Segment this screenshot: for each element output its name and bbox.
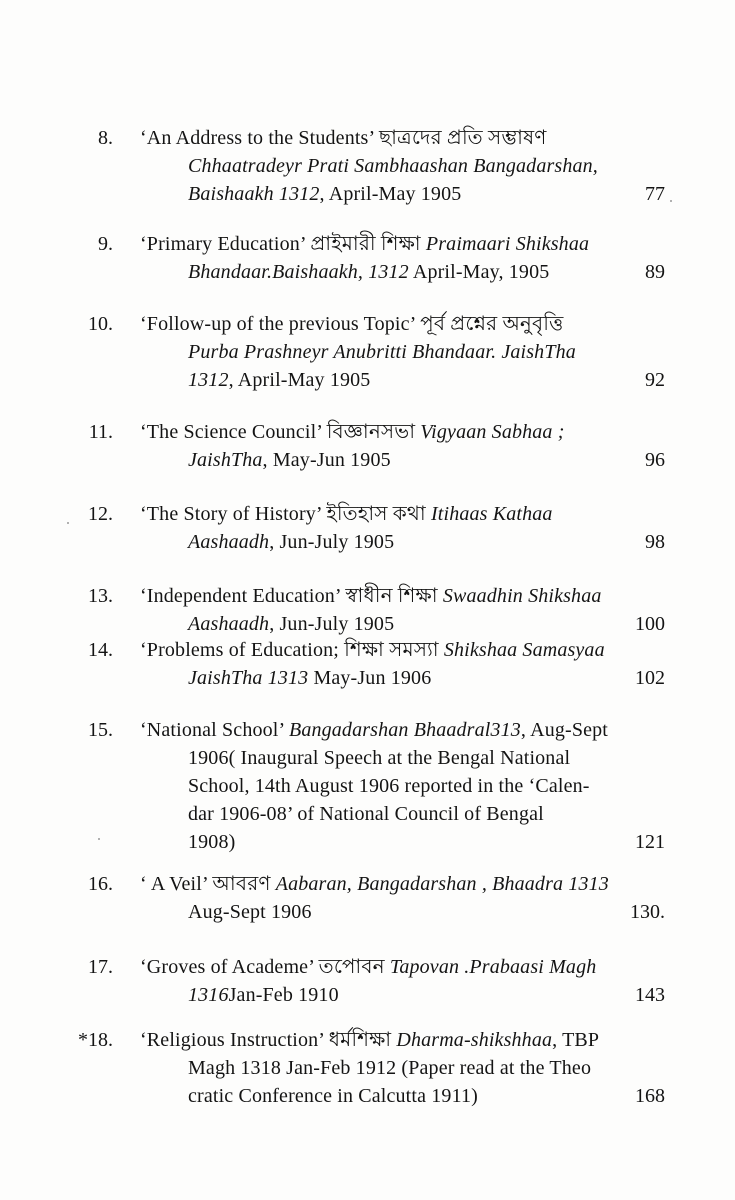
entry-line (140, 744, 620, 772)
text-segment: ‘The Story of History’ ইতিহাস কথা (140, 503, 431, 525)
italic-segment: Aashaadh (188, 531, 270, 553)
page-number: 130. (630, 901, 665, 923)
entry-line (140, 366, 620, 394)
entry-number: 17. (88, 956, 113, 978)
italic-segment: Bhandaar.Baishaakh, 1312 (188, 261, 409, 283)
text-segment: May-Jun 1906 (308, 667, 432, 689)
entry-line (140, 582, 620, 610)
entry-line (140, 1054, 620, 1082)
entry-text (140, 1026, 620, 1110)
entry-line (140, 898, 620, 926)
entry-line (140, 1026, 620, 1054)
italic-segment: Praimaari Shikshaa (425, 233, 590, 255)
text-segment: , Jun-July 1905 (269, 531, 395, 553)
entry-number: 12. (88, 503, 113, 525)
italic-segment: Aashaadh (188, 613, 270, 635)
text-segment: Aug-Sept 1906 (188, 901, 312, 923)
entry-text (140, 582, 620, 638)
entry-number: 13. (88, 585, 113, 607)
italic-segment: JaishTha (188, 449, 263, 471)
italic-segment: Aabaran, Bangadarshan , Bhaadra 1313 (275, 873, 609, 895)
page-number: 168 (635, 1085, 665, 1107)
entry-number: 9. (98, 233, 113, 255)
text-segment: ‘Groves of Academe’ তপোবন (140, 956, 390, 978)
entry-line (140, 338, 620, 366)
entry-text (140, 716, 620, 856)
italic-segment: Bangadarshan Bhaadral313 (288, 719, 521, 741)
page-number: 96 (645, 449, 665, 471)
italic-segment: Dharma-shikshhaa (396, 1029, 553, 1051)
text-segment: ‘ A Veil’ আবরণ (140, 873, 276, 895)
entry-number: 16. (88, 873, 113, 895)
entry-line (140, 953, 620, 981)
italic-segment: Tapovan .Prabaasi Magh (389, 956, 597, 978)
text-segment: ‘Follow-up of the previous Topic’ পূর্ব প্রশ্নের অনুবৃত্তি (140, 313, 564, 335)
print-speck (670, 200, 672, 202)
text-segment: ‘Primary Education’ প্রাইমারী শিক্ষা (140, 233, 426, 255)
entry-line (140, 500, 620, 528)
entry-line (140, 180, 620, 208)
entry-line (140, 528, 620, 556)
italic-segment: Chhaatradeyr Prati Sambhaashan Bangadarshan, (188, 155, 598, 177)
text-segment: School, 14th August 1906 reported in the ‘Calen- (188, 775, 590, 797)
text-segment: ‘An Address to the Students’ ছাত্রদের প্রতি সম্ভাষণ (140, 127, 547, 149)
italic-segment: JaishTha 1313 (188, 667, 309, 689)
text-segment: ‘National School’ (140, 719, 289, 741)
entry-text (140, 124, 620, 208)
italic-segment: Swaadhin Shikshaa (442, 585, 602, 607)
text-segment: , May-Jun 1905 (262, 449, 391, 471)
text-segment: ‘Independent Education’ স্বাধীন শিক্ষা (140, 585, 443, 607)
text-segment: Jan-Feb 1910 (228, 984, 339, 1006)
entry-line (140, 716, 620, 744)
entry-line (140, 772, 620, 800)
page-number: 100 (635, 613, 665, 635)
entry-line (140, 152, 620, 180)
print-speck (98, 838, 100, 840)
text-segment: 1908) (188, 831, 236, 853)
text-segment: , Aug-Sept (520, 719, 608, 741)
entry-number: 14. (88, 639, 113, 661)
entry-text (140, 870, 620, 926)
entry-number: 15. (88, 719, 113, 741)
entry-line (140, 418, 620, 446)
text-segment: ‘Problems of Education; শিক্ষা সমস্যা (140, 639, 444, 661)
entry-line (140, 230, 620, 258)
page-number: 98 (645, 531, 665, 553)
text-segment: 1906( Inaugural Speech at the Bengal National (188, 747, 571, 769)
page-number: 121 (635, 831, 665, 853)
text-segment: dar 1906-08’ of National Council of Bengal (188, 803, 544, 825)
text-segment: , Jun-July 1905 (269, 613, 395, 635)
entry-text (140, 230, 620, 286)
entry-text (140, 418, 620, 474)
entry-line (140, 664, 620, 692)
italic-segment: 1312 (188, 369, 229, 391)
entry-text (140, 953, 620, 1009)
italic-segment: Baishaakh 1312 (188, 183, 320, 205)
text-segment: , April-May 1905 (319, 183, 462, 205)
text-segment: ‘Religious Instruction’ ধর্মশিক্ষা (140, 1029, 397, 1051)
entry-line (140, 800, 620, 828)
entry-line (140, 446, 620, 474)
text-segment: Magh 1318 Jan-Feb 1912 (Paper read at the Theo (188, 1057, 592, 1079)
entry-line (140, 828, 620, 856)
page-number: 77 (645, 183, 665, 205)
entry-line (140, 610, 620, 638)
text-segment: cratic Conference in Calcutta 1911) (188, 1085, 478, 1107)
print-speck (67, 522, 69, 524)
entry-line (140, 870, 620, 898)
entry-line (140, 310, 620, 338)
page-number: 92 (645, 369, 665, 391)
page-number: 89 (645, 261, 665, 283)
italic-segment: Shikshaa Samasyaa (443, 639, 605, 661)
italic-segment: Itihaas Kathaa (430, 503, 553, 525)
text-segment: ‘The Science Council’ বিজ্ঞানসভা (140, 421, 421, 443)
text-segment: , TBP (552, 1029, 600, 1051)
page-number: 143 (635, 984, 665, 1006)
italic-segment: Purba Prashneyr Anubritti Bhandaar. JaishTha (188, 341, 576, 363)
entry-line (140, 981, 620, 1009)
entry-number: 11. (88, 421, 113, 443)
entry-text (140, 636, 620, 692)
page-number: 102 (635, 667, 665, 689)
entry-line (140, 258, 620, 286)
italic-segment: 1316 (188, 984, 229, 1006)
entry-text (140, 310, 620, 394)
entry-line (140, 124, 620, 152)
entry-number: *18. (78, 1029, 113, 1051)
italic-segment: Vigyaan Sabhaa ; (420, 421, 565, 443)
text-segment: , April-May 1905 (228, 369, 371, 391)
entry-line (140, 1082, 620, 1110)
text-segment: April-May, 1905 (408, 261, 550, 283)
entry-text (140, 500, 620, 556)
entry-number: 10. (88, 313, 113, 335)
entry-line (140, 636, 620, 664)
entry-number: 8. (98, 127, 113, 149)
